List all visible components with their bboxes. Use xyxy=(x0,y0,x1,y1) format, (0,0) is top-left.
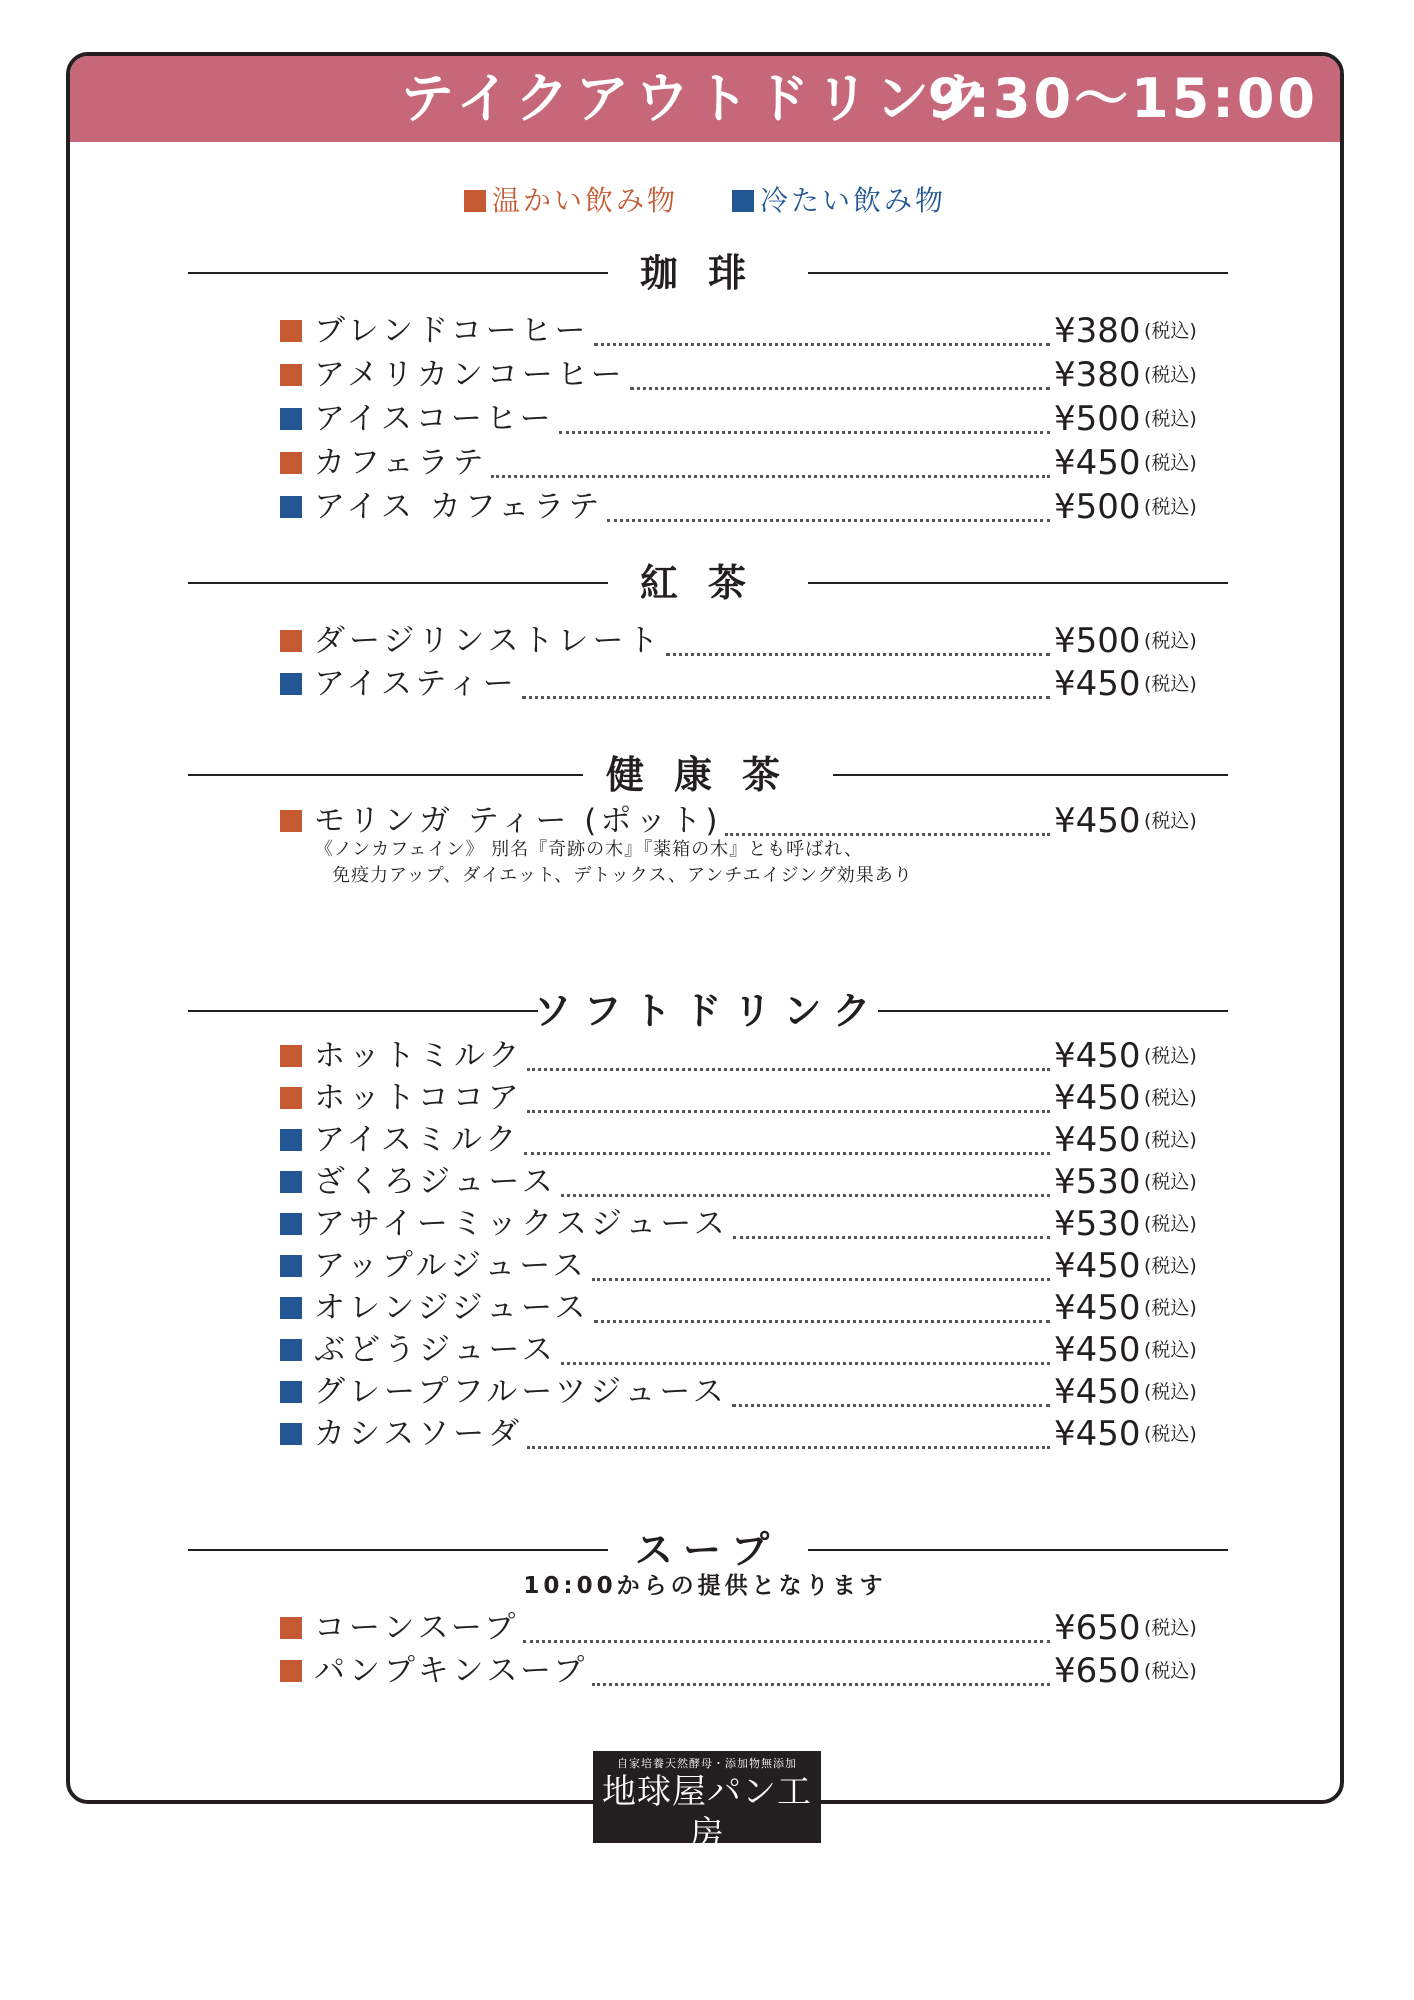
menu-item xyxy=(280,664,1200,704)
hot-square-icon xyxy=(280,452,302,474)
cold-square-icon xyxy=(280,1339,302,1361)
tax-included-label: (税込) xyxy=(1144,320,1197,342)
dot-leader xyxy=(592,1661,1050,1686)
menu-item xyxy=(280,1078,1200,1118)
section-heading-soup xyxy=(188,1525,1228,1575)
cold-square-icon xyxy=(732,190,754,212)
menu-item-price: ¥650 xyxy=(1054,1608,1141,1648)
menu-item-price: ¥380 xyxy=(1054,311,1141,351)
cold-square-icon xyxy=(280,496,302,518)
menu-item-price: ¥450 xyxy=(1054,1330,1141,1370)
tax-included-label: (税込) xyxy=(1144,1617,1197,1639)
dot-leader xyxy=(524,1130,1050,1155)
health-tea-note-line1: 《ノンカフェイン》 別名『奇跡の木』『薬箱の木』とも呼ばれ、 xyxy=(315,839,864,860)
menu-item xyxy=(280,1608,1200,1648)
hot-square-icon xyxy=(280,1617,302,1639)
tax-included-label: (税込) xyxy=(1144,496,1197,518)
dot-leader xyxy=(725,811,1050,836)
hot-square-icon xyxy=(280,1045,302,1067)
tax-included-label: (税込) xyxy=(1144,1129,1197,1151)
menu-title: テイクアウトドリンク xyxy=(400,67,995,130)
dot-leader xyxy=(733,1214,1050,1239)
tax-included-label: (税込) xyxy=(1144,408,1197,430)
tax-included-label: (税込) xyxy=(1144,1339,1197,1361)
menu-item xyxy=(280,311,1200,351)
tax-included-label: (税込) xyxy=(1144,364,1197,386)
legend-hot-label: 温かい飲み物 xyxy=(491,184,678,217)
menu-item-name: ホットココア xyxy=(314,1080,523,1116)
tax-included-label: (税込) xyxy=(1144,630,1197,652)
menu-item-name: アイスミルク xyxy=(314,1122,521,1158)
cold-square-icon xyxy=(280,1171,302,1193)
tax-included-label: (税込) xyxy=(1144,1255,1197,1277)
logo-name: 地球屋パン工房 xyxy=(602,1772,812,1854)
menu-item-name: ホットミルク xyxy=(314,1038,524,1074)
hot-square-icon xyxy=(280,810,302,832)
menu-item xyxy=(280,1162,1200,1202)
soup-availability-note: 10:00からの提供となります xyxy=(523,1573,887,1599)
dot-leader xyxy=(527,1088,1050,1113)
legend-cold xyxy=(732,181,946,221)
bakery-logo xyxy=(593,1751,821,1870)
section-heading-health-tea xyxy=(188,750,1228,800)
menu-item-name: パンプキンスープ xyxy=(314,1653,589,1689)
menu-item-price: ¥500 xyxy=(1054,487,1141,527)
dot-leader xyxy=(594,1298,1050,1323)
menu-item-name: カフェラテ xyxy=(314,445,488,481)
menu-item xyxy=(280,1330,1200,1370)
menu-item-name: ダージリンストレート xyxy=(314,623,663,659)
menu-item-name: アイスティー xyxy=(314,666,518,702)
section-title: 紅茶 xyxy=(639,561,776,605)
dot-leader xyxy=(523,1618,1050,1643)
section-title: 珈琲 xyxy=(639,251,776,295)
tax-included-label: (税込) xyxy=(1144,1045,1197,1067)
menu-item xyxy=(280,399,1200,439)
menu-item xyxy=(280,801,1200,841)
menu-item-price: ¥450 xyxy=(1054,1036,1141,1076)
tax-included-label: (税込) xyxy=(1144,1171,1197,1193)
tax-included-label: (税込) xyxy=(1144,1087,1197,1109)
menu-item-name: カシスソーダ xyxy=(314,1416,524,1452)
dot-leader xyxy=(527,1424,1050,1449)
hot-square-icon xyxy=(464,190,486,212)
hot-square-icon xyxy=(280,364,302,386)
temperature-legend xyxy=(70,181,1340,221)
health-tea-note-line2: 免疫力アップ、ダイエット、デトックス、アンチエイジング効果あり xyxy=(332,865,913,886)
menu-item-price: ¥450 xyxy=(1054,1246,1141,1286)
menu-item-name: ざくろジュース xyxy=(314,1164,557,1200)
logo-tagline: 自家培養天然酵母・添加物無添加 xyxy=(617,1757,797,1770)
cold-square-icon xyxy=(280,1129,302,1151)
section-heading-soft-drinks xyxy=(188,986,1228,1036)
menu-item-price: ¥500 xyxy=(1054,399,1141,439)
dot-leader xyxy=(527,1046,1050,1071)
menu-item-name: アップルジュース xyxy=(314,1248,588,1284)
tax-included-label: (税込) xyxy=(1144,673,1197,695)
menu-item xyxy=(280,1120,1200,1160)
menu-item-price: ¥500 xyxy=(1054,621,1141,661)
cold-square-icon xyxy=(280,1255,302,1277)
menu-item-price: ¥530 xyxy=(1054,1162,1141,1202)
menu-item-price: ¥450 xyxy=(1054,1372,1141,1412)
tax-included-label: (税込) xyxy=(1144,452,1197,474)
tax-included-label: (税込) xyxy=(1144,1660,1197,1682)
cold-square-icon xyxy=(280,1297,302,1319)
menu-card xyxy=(66,52,1344,1804)
menu-item xyxy=(280,487,1200,527)
menu-item xyxy=(280,1246,1200,1286)
business-hours: 9:30〜15:00 xyxy=(927,67,1318,130)
dot-leader xyxy=(666,631,1050,656)
tax-included-label: (税込) xyxy=(1144,1381,1197,1403)
menu-item xyxy=(280,621,1200,661)
cold-square-icon xyxy=(280,673,302,695)
cold-square-icon xyxy=(280,408,302,430)
dot-leader xyxy=(561,1340,1050,1365)
dot-leader xyxy=(607,497,1050,522)
menu-item-name: ぶどうジュース xyxy=(314,1332,557,1368)
menu-item-price: ¥380 xyxy=(1054,355,1141,395)
section-heading-coffee xyxy=(188,248,1228,298)
hot-square-icon xyxy=(280,320,302,342)
menu-item-name: グレープフルーツジュース xyxy=(314,1374,728,1410)
menu-item xyxy=(280,1372,1200,1412)
tax-included-label: (税込) xyxy=(1144,1297,1197,1319)
menu-item-price: ¥450 xyxy=(1054,801,1141,841)
dot-leader xyxy=(732,1382,1050,1407)
menu-item xyxy=(280,1204,1200,1244)
logo-subtitle: Bakery & Cafe xyxy=(664,1855,750,1870)
hot-square-icon xyxy=(280,1660,302,1682)
menu-item xyxy=(280,355,1200,395)
menu-item-price: ¥650 xyxy=(1054,1651,1141,1691)
dot-leader xyxy=(491,453,1050,478)
menu-item-price: ¥450 xyxy=(1054,1078,1141,1118)
dot-leader xyxy=(522,674,1050,699)
dot-leader xyxy=(561,1172,1050,1197)
menu-header xyxy=(70,56,1340,142)
menu-item-price: ¥450 xyxy=(1054,1414,1141,1454)
cold-square-icon xyxy=(280,1423,302,1445)
menu-item-name: ブレンドコーヒー xyxy=(314,313,590,349)
tax-included-label: (税込) xyxy=(1144,1423,1197,1445)
dot-leader xyxy=(630,365,1050,390)
legend-hot xyxy=(464,181,678,221)
legend-cold-label: 冷たい飲み物 xyxy=(760,184,947,217)
menu-item-name: アメリカンコーヒー xyxy=(314,357,626,393)
menu-item-price: ¥530 xyxy=(1054,1204,1141,1244)
hot-square-icon xyxy=(280,1087,302,1109)
hot-square-icon xyxy=(280,630,302,652)
menu-item-price: ¥450 xyxy=(1054,443,1141,483)
menu-item-price: ¥450 xyxy=(1054,1120,1141,1160)
menu-item-name: アイス カフェラテ xyxy=(314,489,604,525)
section-title: ソフトドリンク xyxy=(533,989,883,1033)
menu-item-name: コーンスープ xyxy=(314,1610,520,1646)
cold-square-icon xyxy=(280,1213,302,1235)
menu-item xyxy=(280,1414,1200,1454)
tax-included-label: (税込) xyxy=(1144,1213,1197,1235)
menu-item-name: オレンジジュース xyxy=(314,1290,590,1326)
dot-leader xyxy=(559,409,1050,434)
tax-included-label: (税込) xyxy=(1144,810,1197,832)
dot-leader xyxy=(594,321,1050,346)
menu-item-name: モリンガ ティー (ポット) xyxy=(314,803,722,839)
menu-item xyxy=(280,1036,1200,1076)
menu-item-price: ¥450 xyxy=(1054,1288,1141,1328)
menu-item xyxy=(280,1651,1200,1691)
menu-item xyxy=(280,443,1200,483)
menu-item xyxy=(280,1288,1200,1328)
section-title: 健康茶 xyxy=(605,753,810,797)
menu-item-name: アイスコーヒー xyxy=(314,401,555,437)
section-title: スープ xyxy=(634,1528,782,1572)
cold-square-icon xyxy=(280,1381,302,1403)
dot-leader xyxy=(592,1256,1050,1281)
section-heading-tea xyxy=(188,558,1228,608)
menu-item-price: ¥450 xyxy=(1054,664,1141,704)
menu-item-name: アサイーミックスジュース xyxy=(314,1206,729,1242)
